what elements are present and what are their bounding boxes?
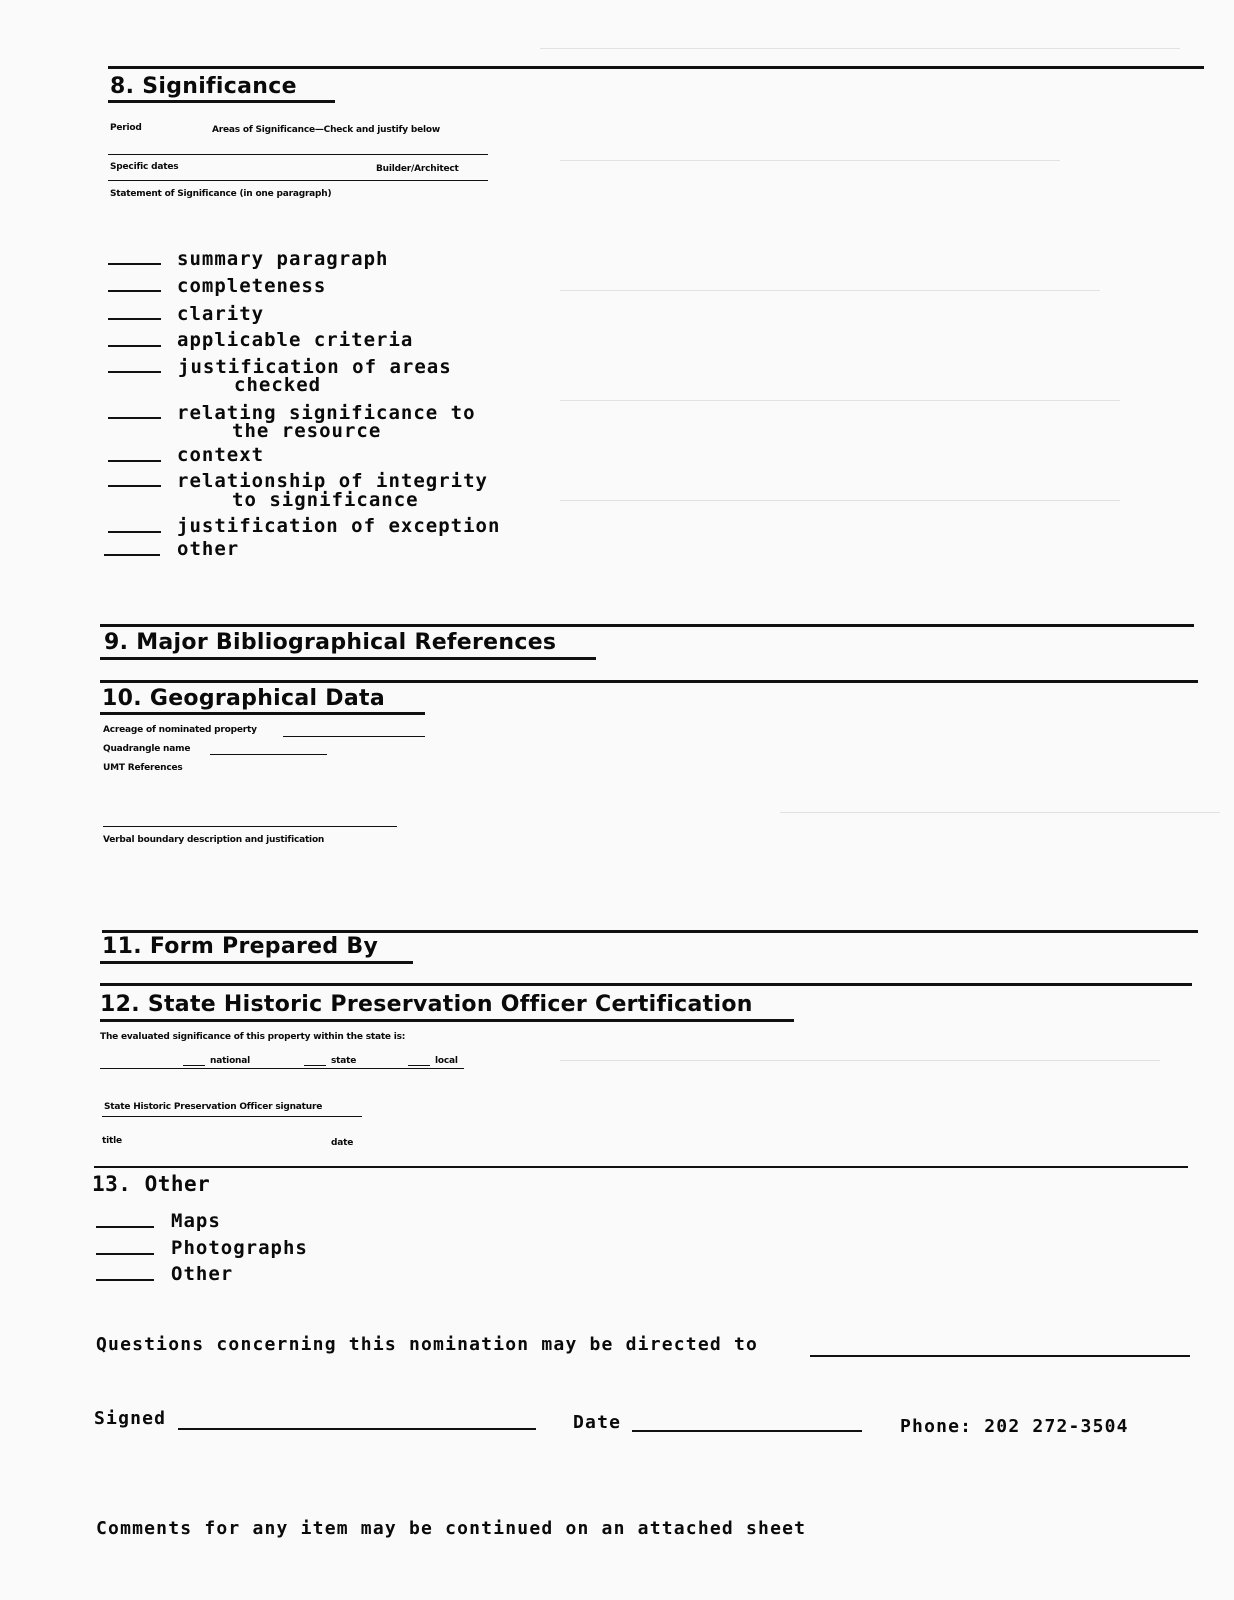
acreage-label: Acreage of nominated property bbox=[103, 725, 257, 735]
justification-of-areas-check-blank[interactable] bbox=[108, 371, 161, 373]
specific-dates-label: Specific dates bbox=[110, 162, 179, 172]
section-11-heading-underline bbox=[100, 961, 413, 964]
section-8-heading-underline bbox=[108, 100, 335, 103]
section-9-heading-underline bbox=[100, 657, 596, 660]
questions-label: Questions concerning this nomination may be directed to bbox=[96, 1334, 759, 1355]
dates-row-rule bbox=[108, 180, 488, 181]
period-label: Period bbox=[110, 123, 142, 133]
checklist-relating-significance: relating significance to bbox=[177, 402, 476, 424]
acreage-field[interactable] bbox=[283, 736, 425, 737]
shpo-signature-label: State Historic Preservation Officer signature bbox=[104, 1102, 323, 1112]
statement-of-significance-label: Statement of Significance (in one paragraph) bbox=[110, 189, 332, 199]
shpo-date-label: date bbox=[331, 1138, 354, 1148]
signed-label: Signed bbox=[94, 1408, 167, 1429]
section-9-top-rule bbox=[100, 624, 1194, 627]
checklist-justification-of-areas: justification of areas bbox=[178, 356, 452, 378]
checklist-other: other bbox=[177, 538, 240, 560]
verbal-boundary-label: Verbal boundary description and justification bbox=[103, 835, 325, 845]
state-check-blank[interactable] bbox=[304, 1065, 326, 1066]
checklist-context: context bbox=[177, 444, 265, 466]
maps-check-blank[interactable] bbox=[96, 1226, 154, 1228]
clarity-check-blank[interactable] bbox=[108, 318, 161, 320]
quadrangle-label: Quadrangle name bbox=[103, 744, 191, 754]
context-check-blank[interactable] bbox=[108, 460, 161, 462]
checklist-summary-paragraph: summary paragraph bbox=[177, 248, 389, 270]
other-check-blank[interactable] bbox=[104, 554, 160, 556]
questions-contact-field[interactable] bbox=[810, 1355, 1190, 1357]
other-item-other: Other bbox=[171, 1263, 234, 1285]
checklist-justification-of-exception: justification of exception bbox=[177, 515, 501, 537]
applicable-criteria-check-blank[interactable] bbox=[108, 345, 161, 347]
areas-of-significance-label: Areas of Significance—Check and justify below bbox=[212, 125, 440, 135]
utm-references-label: UMT References bbox=[103, 763, 183, 773]
bleed-through-line bbox=[560, 500, 1120, 501]
section-8-heading: 8. Significance bbox=[110, 74, 297, 99]
photographs-check-blank[interactable] bbox=[96, 1253, 154, 1255]
section-12-heading-underline bbox=[100, 1019, 794, 1022]
state-label: state bbox=[331, 1056, 357, 1066]
checklist-completeness: completeness bbox=[177, 275, 327, 297]
justification-of-exception-check-blank[interactable] bbox=[108, 531, 161, 533]
signature-field[interactable] bbox=[178, 1428, 536, 1430]
other-item-maps: Maps bbox=[171, 1210, 221, 1232]
national-label: national bbox=[210, 1056, 251, 1066]
bleed-through-line bbox=[540, 48, 1180, 49]
utm-rule bbox=[103, 826, 397, 827]
section-9-heading: 9. Major Bibliographical References bbox=[104, 630, 557, 655]
checklist-to-significance: to significance bbox=[232, 489, 419, 511]
other-item-photographs: Photographs bbox=[171, 1237, 308, 1259]
summary-paragraph-check-blank[interactable] bbox=[108, 263, 161, 265]
section-11-top-rule bbox=[102, 930, 1198, 933]
comments-note: Comments for any item may be continued on an attached sheet bbox=[96, 1518, 807, 1539]
bleed-through-line bbox=[780, 812, 1220, 813]
top-rule bbox=[108, 66, 1204, 69]
completeness-check-blank[interactable] bbox=[108, 290, 161, 292]
checklist-relationship-of-integrity: relationship of integrity bbox=[177, 470, 488, 492]
phone-number: Phone: 202 272-3504 bbox=[900, 1416, 1129, 1437]
section-11-heading: 11. Form Prepared By bbox=[102, 934, 379, 959]
evaluated-significance-rule bbox=[100, 1068, 464, 1069]
other-check-blank-13[interactable] bbox=[96, 1279, 154, 1281]
builder-architect-label: Builder/Architect bbox=[376, 164, 459, 174]
checklist-applicable-criteria: applicable criteria bbox=[177, 329, 414, 351]
quadrangle-field[interactable] bbox=[210, 754, 327, 755]
checklist-the-resource: the resource bbox=[232, 420, 382, 442]
bleed-through-line bbox=[560, 400, 1120, 401]
bleed-through-line bbox=[560, 290, 1100, 291]
section-10-heading: 10. Geographical Data bbox=[102, 686, 385, 711]
bleed-through-line bbox=[560, 160, 1060, 161]
checklist-clarity: clarity bbox=[177, 303, 265, 325]
date-field[interactable] bbox=[632, 1430, 862, 1432]
relationship-of-integrity-check-blank[interactable] bbox=[108, 485, 161, 487]
local-check-blank[interactable] bbox=[408, 1065, 430, 1066]
shpo-signature-rule bbox=[102, 1116, 362, 1117]
checklist-checked: checked bbox=[234, 374, 322, 396]
section-10-top-rule bbox=[100, 680, 1198, 683]
date-label: Date bbox=[573, 1412, 622, 1433]
evaluated-significance-label: The evaluated significance of this property within the state is: bbox=[100, 1032, 406, 1042]
period-row-rule bbox=[108, 154, 488, 155]
bleed-through-line bbox=[560, 1060, 1160, 1061]
relating-significance-check-blank[interactable] bbox=[108, 417, 161, 419]
section-13-heading: 13. Other bbox=[92, 1172, 211, 1196]
shpo-title-label: title bbox=[102, 1136, 122, 1146]
section-13-top-rule bbox=[94, 1166, 1188, 1168]
section-12-top-rule bbox=[100, 983, 1192, 986]
national-check-blank[interactable] bbox=[183, 1065, 205, 1066]
section-10-heading-underline bbox=[100, 712, 425, 715]
local-label: local bbox=[435, 1056, 458, 1066]
section-12-heading: 12. State Historic Preservation Officer Certification bbox=[100, 992, 753, 1017]
